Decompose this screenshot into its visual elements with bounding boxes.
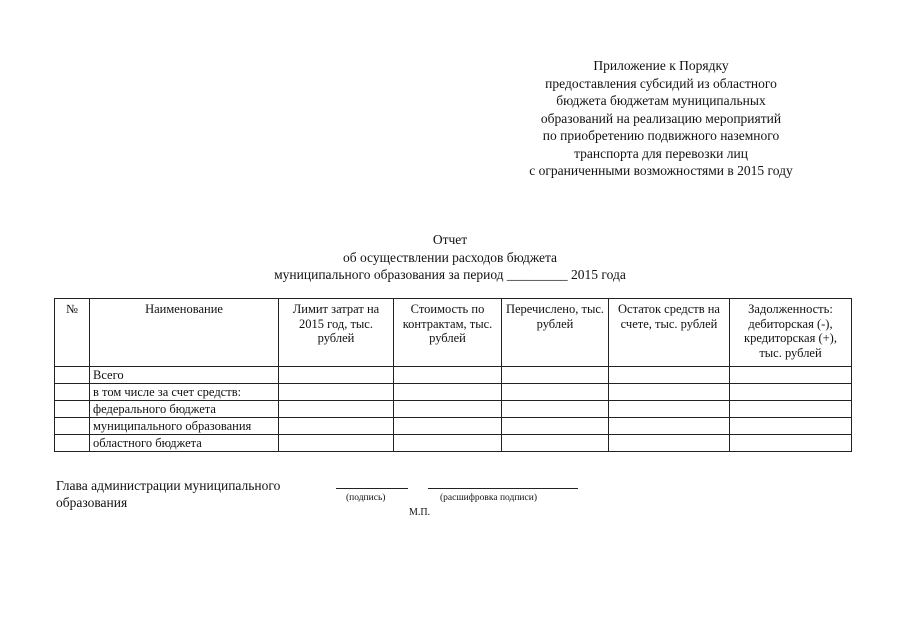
appendix-line: бюджета бюджетам муниципальных <box>556 93 766 108</box>
report-heading <box>200 231 700 284</box>
header-number: № <box>55 299 90 367</box>
appendix-line: с ограниченными возможностями в 2015 году <box>529 163 793 178</box>
cell-value <box>730 418 852 435</box>
signature-title-line2: образования <box>56 495 128 510</box>
cell-value <box>730 435 852 452</box>
appendix-line: образований на реализацию мероприятий <box>540 110 782 126</box>
signature-decode-line <box>428 488 578 489</box>
signature-block <box>56 477 280 511</box>
cell-value <box>609 384 730 401</box>
appendix-line: транспорта для перевозки лиц <box>574 145 748 161</box>
signature-caption: (подпись) <box>346 493 386 503</box>
cell-value <box>502 435 609 452</box>
cell-value <box>730 367 852 384</box>
header-contract-cost: Стоимость по контрактам, тыс. рублей <box>394 299 502 367</box>
table-row <box>55 418 852 435</box>
cell-value <box>502 418 609 435</box>
cell-value <box>502 367 609 384</box>
cell-value <box>394 401 502 418</box>
cell-value <box>609 401 730 418</box>
cell-value <box>279 401 394 418</box>
header-name: Наименование <box>90 299 279 367</box>
cell-value <box>394 418 502 435</box>
appendix-line: предоставления субсидий из областного <box>545 75 777 91</box>
cell-value <box>730 401 852 418</box>
signature-title-line1: Глава администрации муниципального <box>56 478 281 493</box>
stamp-place-label: М.П. <box>409 507 431 518</box>
header-debt: Задолженность: дебиторская (-), кредиторская (+), тыс. рублей <box>730 299 852 367</box>
table-row <box>55 401 852 418</box>
cell-value <box>279 418 394 435</box>
cell-number <box>55 384 90 401</box>
cell-value <box>609 418 730 435</box>
cell-value <box>279 384 394 401</box>
report-title: Отчет <box>432 232 468 247</box>
header-balance: Остаток средств на счете, тыс. рублей <box>609 299 730 367</box>
appendix-line: по приобретению подвижного наземного <box>542 128 780 143</box>
cell-value <box>502 401 609 418</box>
cell-number <box>55 418 90 435</box>
cell-value <box>394 435 502 452</box>
row-label: муниципального образования <box>90 418 279 435</box>
header-limit: Лимит затрат на 2015 год, тыс. рублей <box>279 299 394 367</box>
table-row <box>55 384 852 401</box>
row-label: в том числе за счет средств: <box>90 384 279 401</box>
cell-value <box>609 435 730 452</box>
signature-decode-caption: (расшифровка подписи) <box>440 493 537 503</box>
cell-number <box>55 367 90 384</box>
report-subtitle: об осуществлении расходов бюджета <box>342 249 558 265</box>
cell-value <box>502 384 609 401</box>
cell-value <box>609 367 730 384</box>
row-label: Всего <box>90 367 279 384</box>
appendix-block <box>481 57 841 180</box>
row-label: федерального бюджета <box>90 401 279 418</box>
expense-report-table <box>54 298 852 452</box>
signature-line <box>336 488 408 489</box>
table-row <box>55 367 852 384</box>
cell-number <box>55 401 90 418</box>
cell-value <box>279 435 394 452</box>
header-transferred: Перечислено, тыс. рублей <box>502 299 609 367</box>
appendix-line: Приложение к Порядку <box>593 58 729 73</box>
cell-value <box>394 367 502 384</box>
cell-value <box>279 367 394 384</box>
table-row <box>55 435 852 452</box>
cell-number <box>55 435 90 452</box>
row-label: областного бюджета <box>90 435 279 452</box>
cell-value <box>394 384 502 401</box>
table-header-row <box>55 299 852 367</box>
cell-value <box>730 384 852 401</box>
report-period-line: муниципального образования за период _________ 2015 года <box>274 267 626 282</box>
